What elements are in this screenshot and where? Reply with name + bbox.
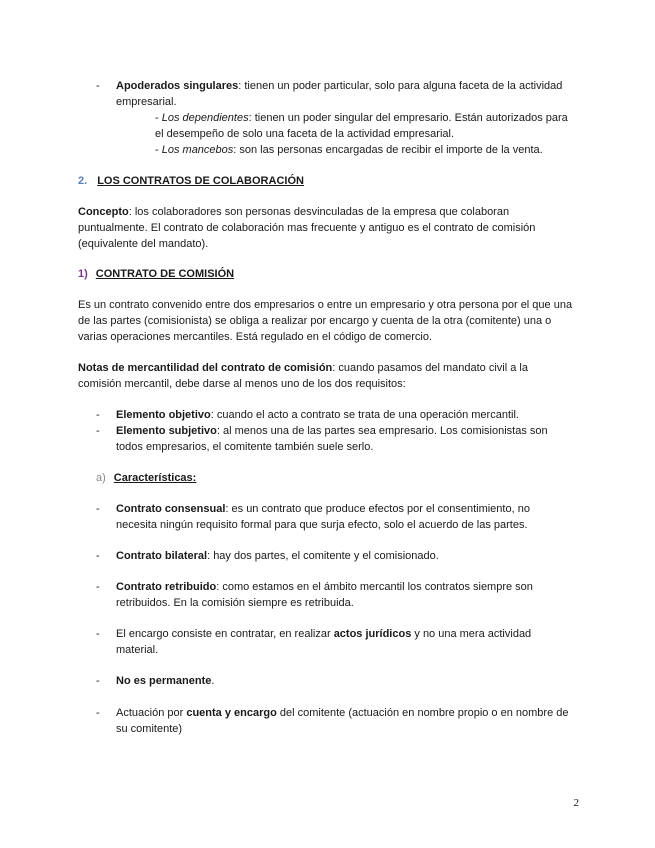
paragraph-concepto xyxy=(78,204,574,252)
term-description: : es un contrato que produce efectos por el consentimiento, no necesita ningún requisito formal para que surja efecto, solo el acuerdo de las partes. xyxy=(116,503,530,531)
term-prefix: El encargo consiste en contratar, en realizar xyxy=(116,628,334,640)
term-description: : tienen un poder singular del empresario. Están autorizados para el desempeño de solo una faceta de la actividad empresarial. xyxy=(155,112,568,140)
term-bold: cuenta y encargo xyxy=(186,707,277,719)
section-heading-1 xyxy=(78,266,234,282)
heading-title: Características: xyxy=(113,472,197,484)
bullet-elemento-subjetivo xyxy=(96,423,572,455)
page-number: 2 xyxy=(573,797,579,809)
bullet-dash: - xyxy=(96,503,100,515)
term-bold: Concepto xyxy=(78,206,129,218)
term-bold: Apoderados singulares xyxy=(116,80,239,92)
term-description: : tienen un poder particular, solo para alguna faceta de la actividad empresarial. xyxy=(116,80,563,108)
term-bold: actos jurídicos xyxy=(333,628,412,640)
bullet-actuacion xyxy=(96,705,572,737)
section-heading-a xyxy=(96,470,196,486)
heading-title: LOS CONTRATOS DE COLABORACIÓN xyxy=(97,175,304,187)
sub-prefix: - xyxy=(155,144,162,156)
term-description: : hay dos partes, el comitente y el comisionado. xyxy=(207,550,439,562)
sub-item-mancebos xyxy=(155,142,575,158)
bullet-text xyxy=(116,705,572,737)
term-description: del comitente (actuación en nombre propio o en nombre de su comitente) xyxy=(116,707,569,735)
bullet-dash: - xyxy=(96,550,100,562)
bullet-text xyxy=(116,501,572,533)
heading-number: 1) xyxy=(78,268,88,280)
bullet-dash: - xyxy=(96,581,100,593)
term-bold: Elemento subjetivo xyxy=(116,425,217,437)
term-bold: Contrato retribuido xyxy=(116,581,217,593)
bullet-text xyxy=(116,579,572,611)
bullet-apoderados xyxy=(96,78,572,110)
bullet-dash: - xyxy=(96,425,100,437)
bullet-contrato-bilateral xyxy=(96,548,572,564)
term-description: : son las personas encargadas de recibir el importe de la venta. xyxy=(233,144,543,156)
term-bold: Contrato consensual xyxy=(116,503,226,515)
term-description: y no una mera actividad material. xyxy=(116,628,532,656)
bullet-text xyxy=(116,673,572,689)
bullet-dash: - xyxy=(96,409,100,421)
bullet-contrato-retribuido xyxy=(96,579,572,611)
term-bold: Contrato bilateral xyxy=(116,550,208,562)
bullet-no-permanente xyxy=(96,673,572,689)
bullet-contrato-consensual xyxy=(96,501,572,533)
bullet-elemento-objetivo xyxy=(96,407,572,423)
term-bold: Elemento objetivo xyxy=(116,409,211,421)
term-description: : como estamos en el ámbito mercantil los contratos siempre son retribuidos. En la comisión siempre es retribuida. xyxy=(116,581,533,609)
bullet-dash: - xyxy=(96,80,100,92)
heading-number: a) xyxy=(96,472,106,484)
paragraph-text: : los colaboradores son personas desvinculadas de la empresa que colaboran puntualmente. El contrato de colaboración mas frecuente y antiguo es el contrato de comisión (equivalente del mandato). xyxy=(78,206,536,250)
term-description: : cuando el acto a contrato se trata de una operación mercantil. xyxy=(210,409,519,421)
paragraph-notas xyxy=(78,360,574,392)
sub-prefix: - xyxy=(155,112,162,124)
paragraph-text: : cuando pasamos del mandato civil a la comisión mercantil, debe darse al menos uno de los dos requisitos: xyxy=(78,362,528,390)
term-description: : al menos una de las partes sea empresario. Los comisionistas son todos empresarios, el comitente también suele serlo. xyxy=(116,425,548,453)
section-heading-2 xyxy=(78,173,304,189)
bullet-text xyxy=(116,423,572,455)
term-prefix: Actuación por xyxy=(116,707,187,719)
paragraph-definicion: Es un contrato convenido entre dos empresarios o entre un empresario y otra persona por el que una de las partes (comisionista) se obliga a realizar por encargo y cuenta de la otra (comitente) una o varias operaciones mercantiles. Está regulado en el código de comercio. xyxy=(78,299,573,343)
bullet-text xyxy=(116,407,572,423)
sub-item-dependientes xyxy=(155,110,575,142)
heading-title: CONTRATO DE COMISIÓN xyxy=(95,268,235,280)
bullet-dash: - xyxy=(96,628,100,640)
term-description: . xyxy=(211,675,215,687)
bullet-text xyxy=(116,626,572,658)
term-italic: Los mancebos xyxy=(161,144,234,156)
heading-number: 2. xyxy=(78,175,88,187)
bullet-el-encargo xyxy=(96,626,572,658)
bullet-dash: - xyxy=(96,675,100,687)
term-bold: No es permanente xyxy=(116,675,212,687)
bullet-dash: - xyxy=(96,707,100,719)
bullet-text xyxy=(116,78,572,110)
bullet-text xyxy=(116,548,572,564)
term-bold: Notas de mercantilidad del contrato de comisión xyxy=(78,362,333,374)
term-italic: Los dependientes xyxy=(161,112,249,124)
